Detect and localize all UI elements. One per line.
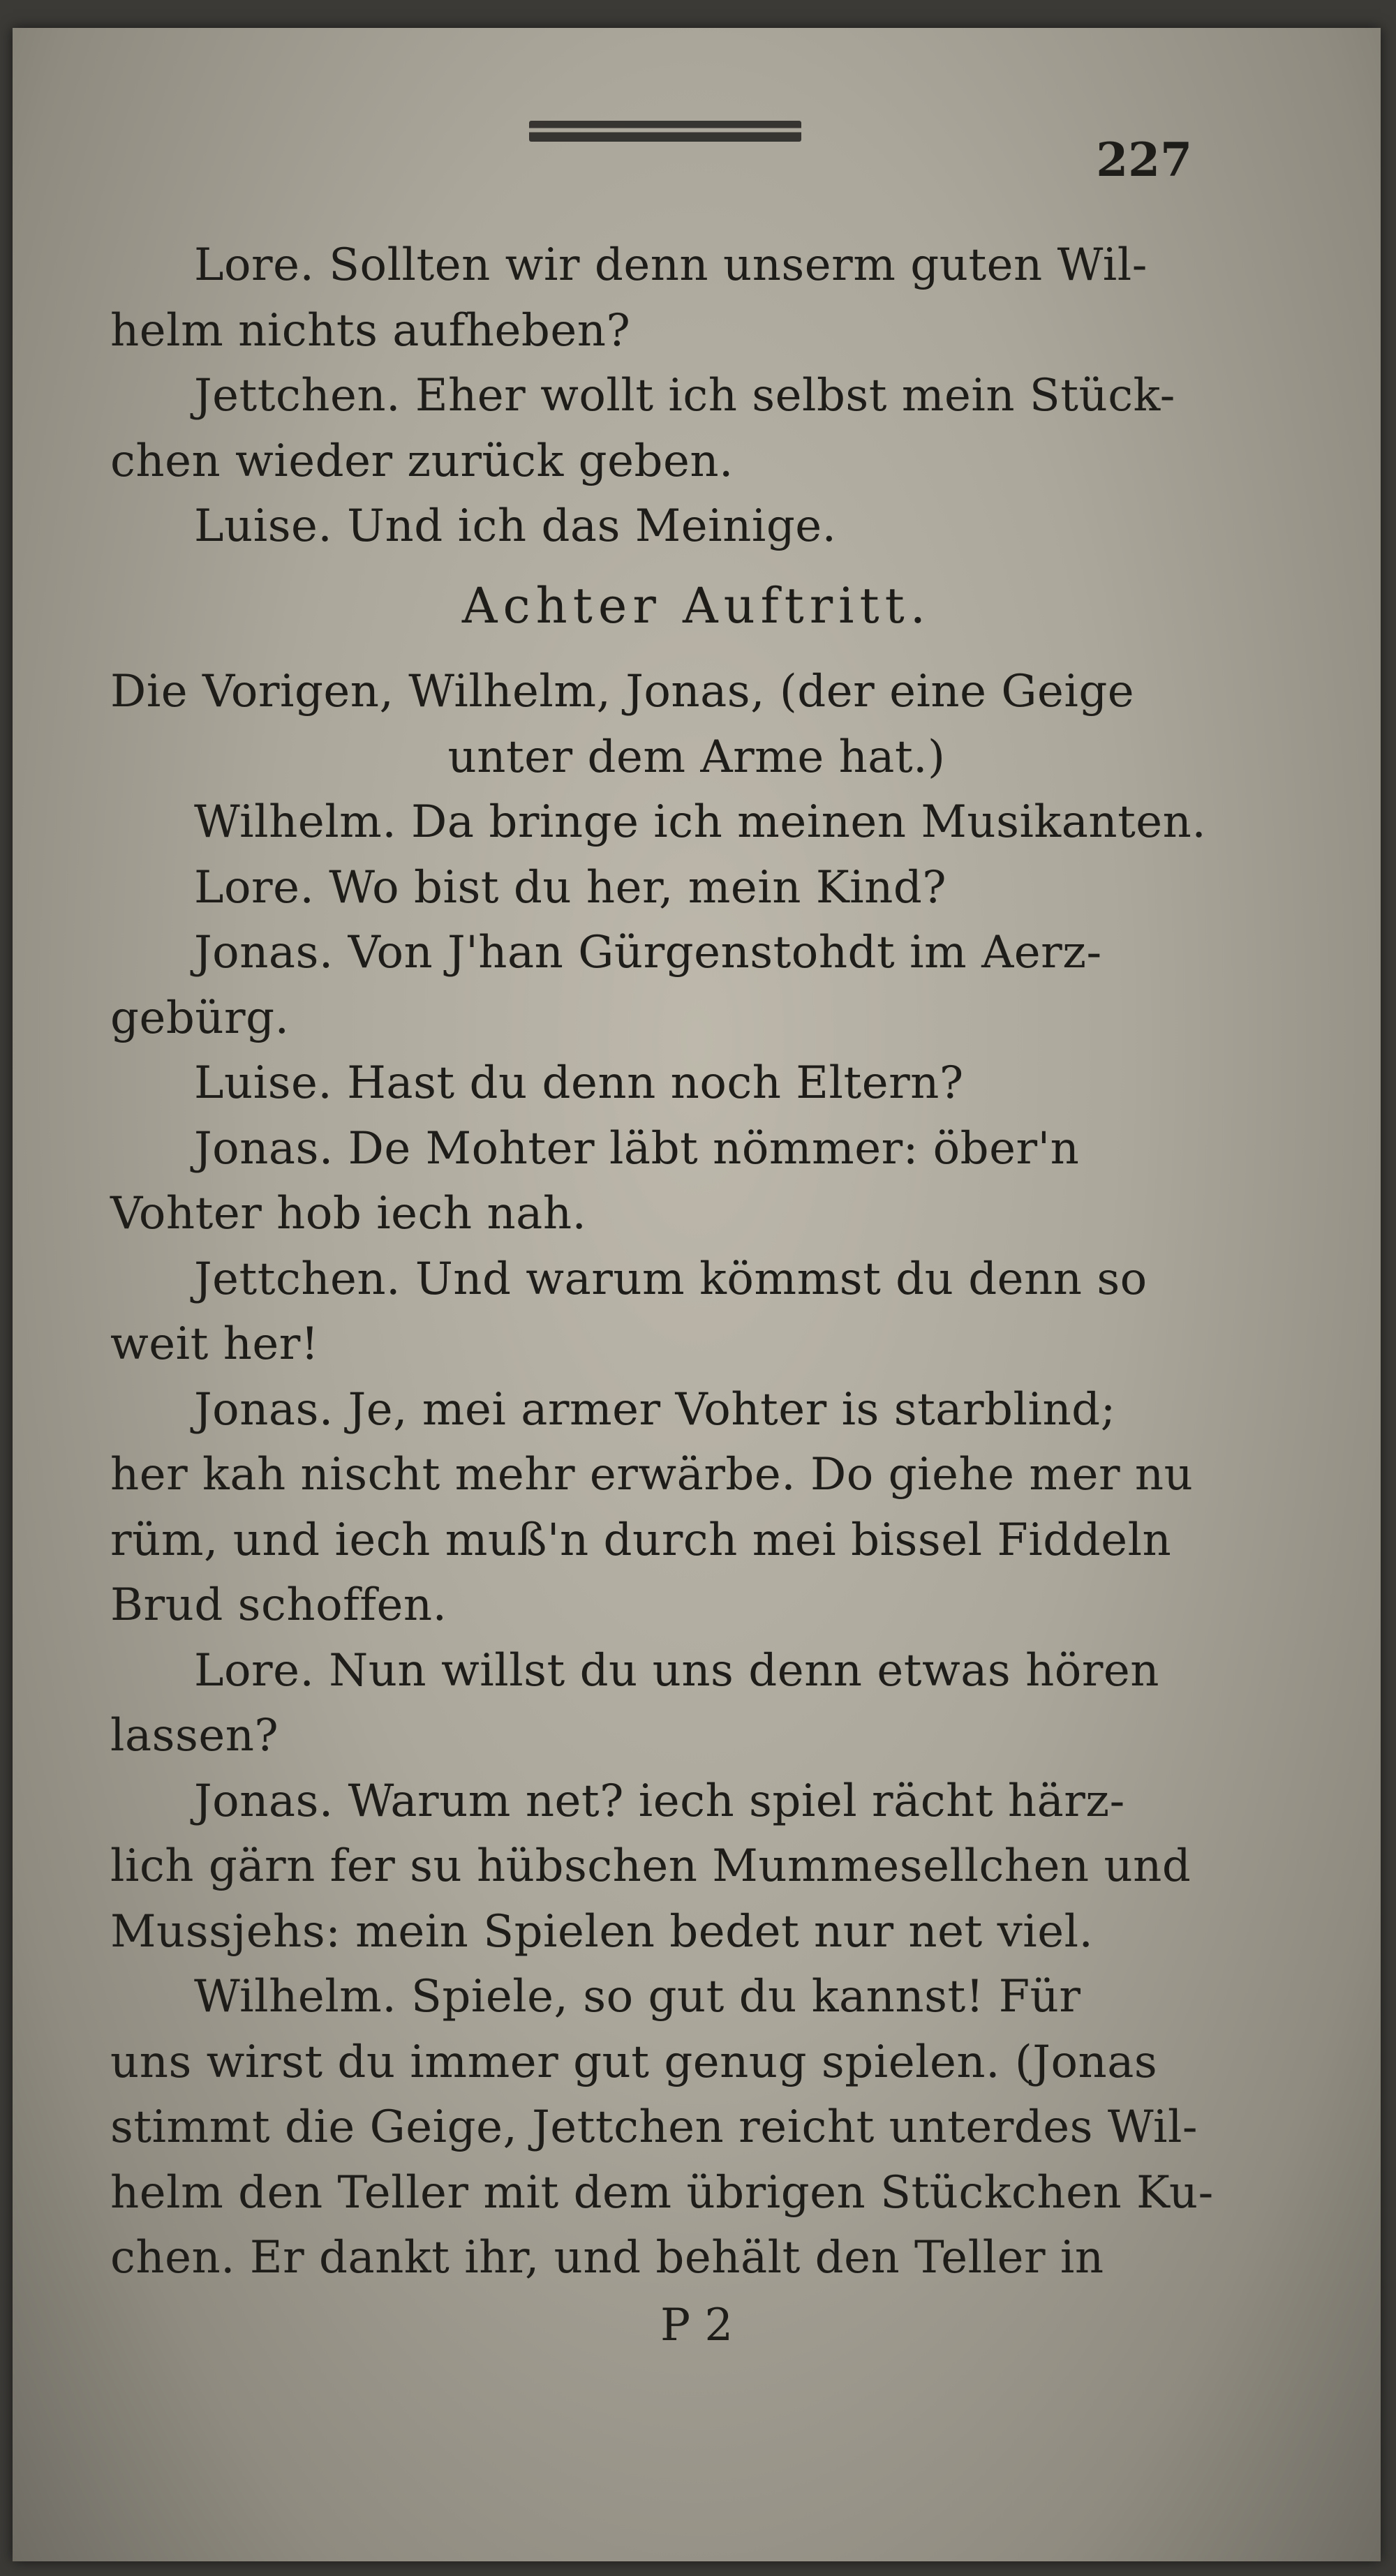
text-line: Jonas. Von J'han Gürgenstohdt im Aerz-: [194, 927, 1102, 978]
text-line: lassen?: [110, 1710, 279, 1762]
text-line: gebürg.: [110, 992, 290, 1044]
text-line: Jettchen. Eher wollt ich selbst mein Stück-: [194, 370, 1175, 422]
text-line: Brud schoffen.: [110, 1579, 447, 1631]
text-line: chen. Er dankt ihr, und behält den Teller in: [110, 2232, 1104, 2284]
text-line: stimmt die Geige, Jettchen reicht unterdes Wil-: [110, 2101, 1198, 2153]
text-line: lich gärn fer su hübschen Mummesellchen und: [110, 1840, 1191, 1892]
text-line: Lore. Sollten wir denn unserm guten Wil-: [194, 239, 1148, 291]
text-line: Lore. Wo bist du her, mein Kind?: [194, 861, 947, 914]
text-line: helm nichts aufheben?: [110, 304, 631, 357]
text-line: uns wirst du immer gut genug spielen. (Jonas: [110, 2036, 1158, 2088]
text-line: unter dem Arme hat.): [447, 731, 946, 783]
page-number: 227: [1096, 133, 1192, 187]
text-line: Luise. Hast du denn noch Eltern?: [194, 1057, 964, 1109]
text-line: helm den Teller mit dem übrigen Stückchen Ku-: [110, 2166, 1214, 2219]
text-line: her kah nischt mehr erwärbe. Do giehe mer nu: [110, 1449, 1194, 1501]
text-line: Die Vorigen, Wilhelm, Jonas, (der eine Geige: [110, 666, 1135, 717]
text-line: chen wieder zurück geben.: [110, 435, 734, 487]
text-line: Jonas. De Mohter läbt nömmer: öber'n: [194, 1122, 1080, 1175]
text-line: Lore. Nun willst du uns denn etwas hören: [194, 1644, 1159, 1697]
text-line: Jonas. Je, mei armer Vohter is starblind;: [194, 1383, 1116, 1436]
text-line: weit her!: [110, 1318, 320, 1370]
text-line: rüm, und iech muß'n durch mei bissel Fiddeln: [110, 1514, 1172, 1566]
book-page: [13, 28, 1381, 2561]
text-line: Vohter hob iech nah.: [110, 1188, 587, 1239]
signature-mark: P 2: [660, 2300, 734, 2351]
text-line: Jonas. Warum net? iech spiel rächt härz-: [194, 1775, 1125, 1827]
text-line: Wilhelm. Da bringe ich meinen Musikanten.: [194, 796, 1207, 848]
scene-heading: Achter Auftritt.: [461, 576, 932, 634]
text-line: Luise. Und ich das Meinige.: [194, 500, 837, 552]
header-rule: [529, 121, 801, 142]
text-line: Wilhelm. Spiele, so gut du kannst! Für: [194, 1971, 1081, 2023]
text-line: Jettchen. Und warum kömmst du denn so: [194, 1253, 1148, 1305]
text-line: Mussjehs: mein Spielen bedet nur net viel.: [110, 1905, 1094, 1958]
